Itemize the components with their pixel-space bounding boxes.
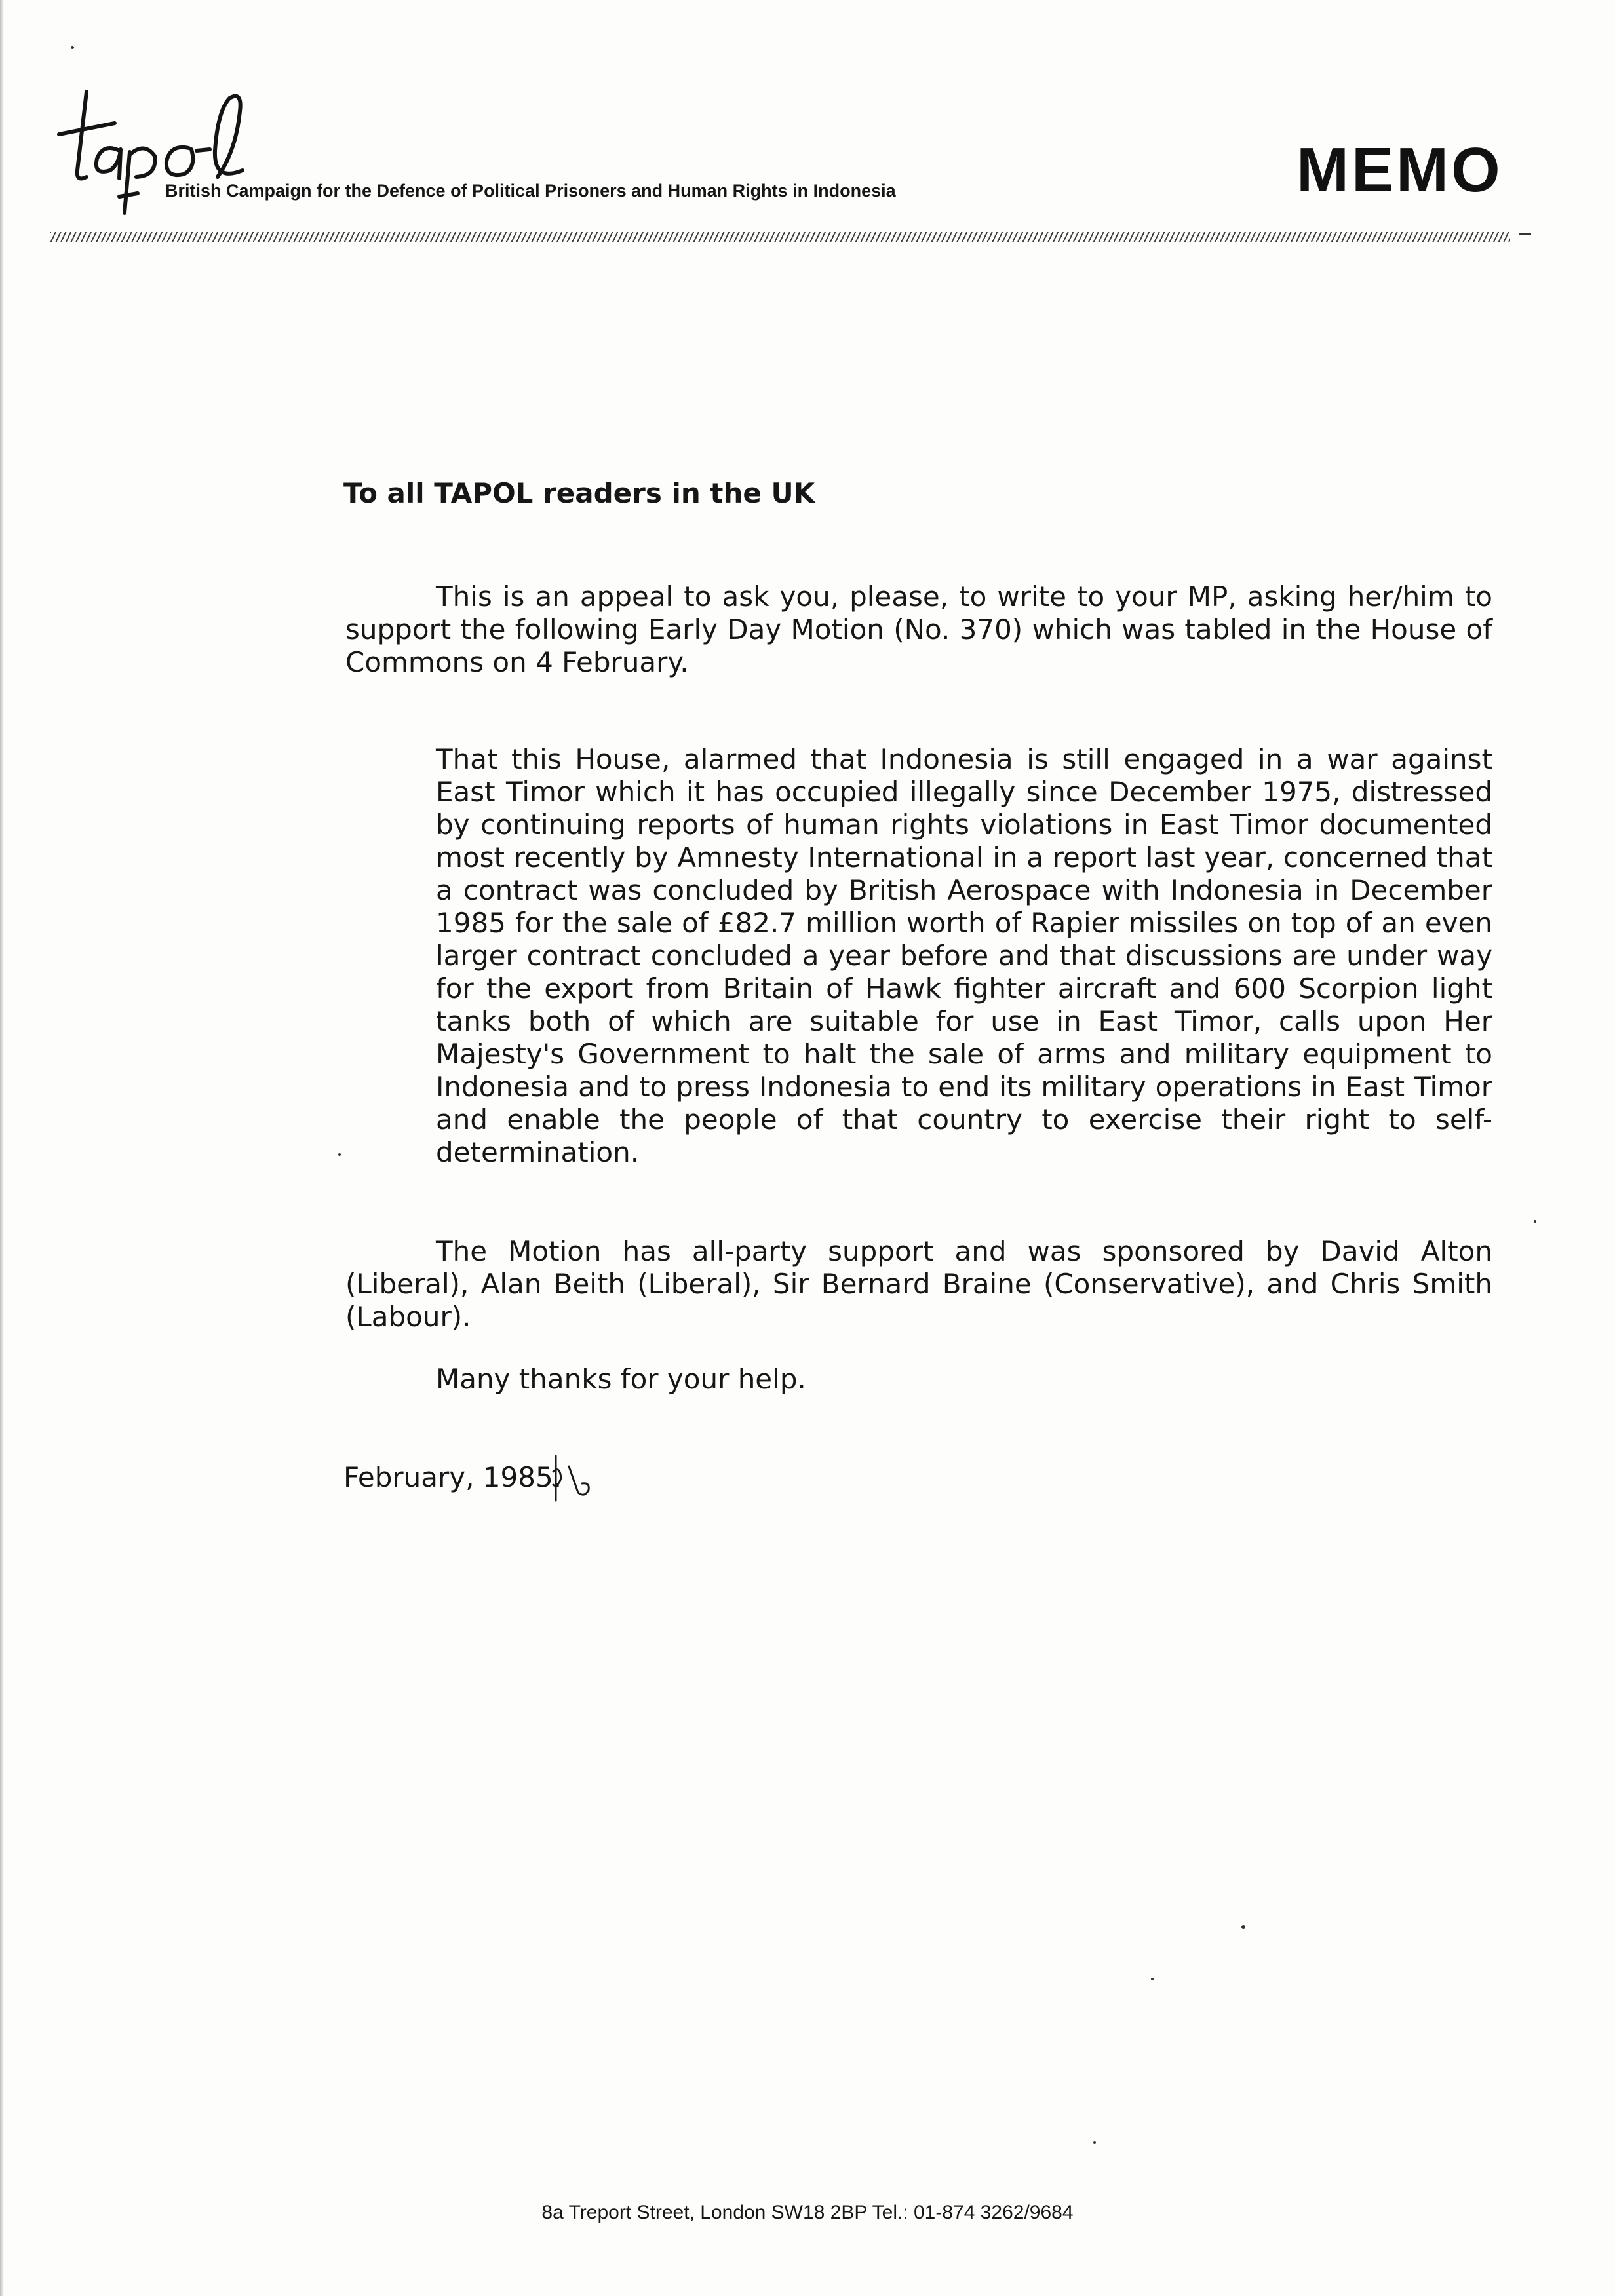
handwritten-correction (552, 1452, 604, 1504)
header-rule-dash (1519, 233, 1531, 235)
tapol-logo (46, 72, 288, 229)
scan-speck (338, 1153, 341, 1156)
motion-quote: That this House, alarmed that Indonesia is still engaged in a war against East Timor which it has occupied illegally since December 1975, distressed by continuing reports of human rights violations in East Timor documented most recently by Amnesty International in a report last year, concerned that a contract was concluded by British Aerospace with Indonesia in December 1985 for the sale of £82.7 million worth of Rapier missiles on top of an even larger contract concluded a year before and that discussions are under way for the export from Britain of Hawk fighter aircraft and 600 Scorpion light tanks both of which are suitable for use in East Timor, calls upon Her Majesty's Government to halt the sale of arms and military equipment to Indonesia and to press Indonesia to end its military operations in East Timor and enable the people of that country to exercise their right to self-determination. (436, 743, 1492, 1168)
footer-address: 8a Treport Street, London SW18 2BP Tel.: 01-874 3262/9684 (541, 2202, 1074, 2223)
scan-speck (1241, 1925, 1245, 1929)
letter-date: February, 1985. (343, 1461, 562, 1493)
sponsors-paragraph: The Motion has all-party support and was sponsored by David Alton (Liberal), Alan Beith (Liberal), Sir Bernard Braine (Conservative), and Chris Smith (Labour). (345, 1235, 1492, 1333)
scan-speck (1093, 2141, 1096, 2144)
memo-heading: MEMO (1296, 135, 1503, 205)
header-rule (50, 232, 1510, 242)
closing-line: Many thanks for your help. (436, 1363, 806, 1395)
appeal-paragraph: This is an appeal to ask you, please, to write to your MP, asking her/him to support the following Early Day Motion (No. 370) which was tabled in the House of Commons on 4 February. (345, 581, 1492, 678)
scan-speck (1534, 1220, 1536, 1223)
organization-tagline: British Campaign for the Defence of Political Prisoners and Human Rights in Indonesia (165, 181, 896, 201)
scan-edge (0, 0, 4, 2296)
scan-speck (1151, 1978, 1154, 1980)
scan-speck (71, 46, 74, 49)
greeting-line: To all TAPOL readers in the UK (343, 477, 815, 509)
